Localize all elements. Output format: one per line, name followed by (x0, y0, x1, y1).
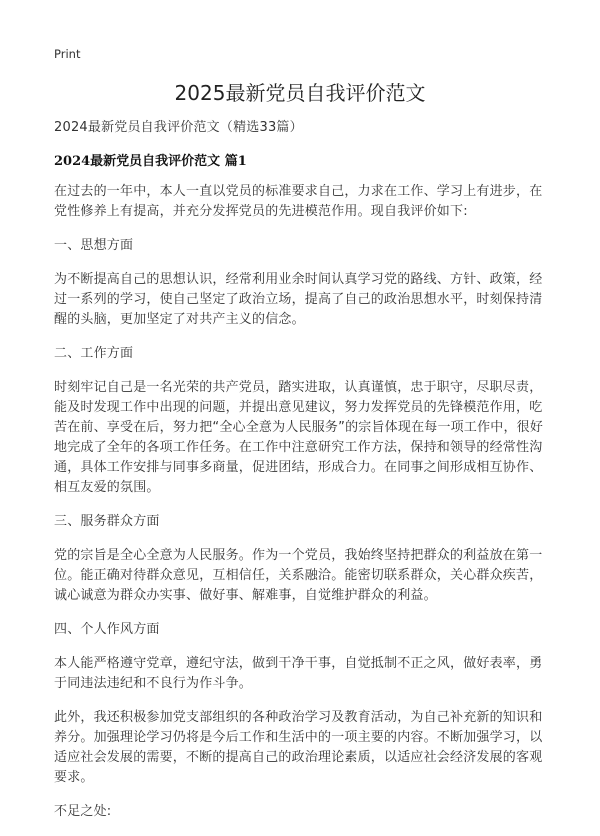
heading-style: 四、个人作风方面 (54, 622, 160, 637)
print-link[interactable]: Print (54, 47, 81, 61)
paragraph-work: 时刻牢记自己是一名光荣的共产党员，踏实进取，认真谨慎，忠于职守，尽职尽责，能及时发现工作中出现的问题，并提出意见建议，努力发挥党员的先锋模范作用，吃苦在前、享受在后，努力把“全心全意为人民服务”的宗旨体现在每一项工作中，很好地完成了全年的各项工作任务。在工作中注意研究工作方法，保持和领导的经常性沟通，具体工作安排与同事多商量，促进团结，形成合力。在同事之间形成相互协作、相互友爱的氛围。 (54, 380, 544, 495)
document-subtitle: 2024最新党员自我评价范文（精选33篇） (54, 120, 303, 135)
heading-thought: 一、思想方面 (54, 238, 134, 253)
page-title: 2025最新党员自我评价范文 (174, 81, 426, 105)
heading-service: 三、服务群众方面 (54, 514, 160, 529)
paragraph-additional: 此外，我还积极参加党支部组织的各种政治学习及教育活动，为自己补充新的知识和养分。加强理论学习仍将是今后工作和生活中的一项主要的内容。不断加强学习，以适应社会发展的需要，不断的提高自己的政治理论素质，以适应社会经济发展的客观要求。 (54, 710, 543, 785)
intro-paragraph: 在过去的一年中，本人一直以党员的标准要求自己，力求在工作、学习上有进步，在党性修养上有提高，并充分发挥党员的先进模范作用。现自我评价如下: (54, 184, 543, 219)
paragraph-service: 党的宗旨是全心全意为人民服务。作为一个党员，我始终坚持把群众的利益放在第一位。能正确对待群众意见，互相信任，关系融洽。能密切联系群众，关心群众疾苦，诚心诚意为群众办实事、做好事、解难事，自觉维护群众的利益。 (54, 548, 543, 603)
heading-shortcomings: 不足之处: (54, 804, 112, 819)
document-body (54, 118, 550, 836)
paragraph-thought: 为不断提高自己的思想认识，经常利用业余时间认真学习党的路线、方针、政策，经过一系列的学习，使自己坚定了政治立场，提高了自己的政治思想水平，时刻保持清醒的头脑，更加坚定了对共产主义的信念。 (54, 272, 543, 327)
heading-work: 二、工作方面 (54, 346, 134, 361)
section-title: 2024最新党员自我评价范文 篇1 (54, 154, 247, 169)
paragraph-style: 本人能严格遵守党章，遵纪守法，做到干净干事，自觉抵制不正之风，做好表率，勇于同违法违纪和不良行为作斗争。 (54, 656, 543, 691)
